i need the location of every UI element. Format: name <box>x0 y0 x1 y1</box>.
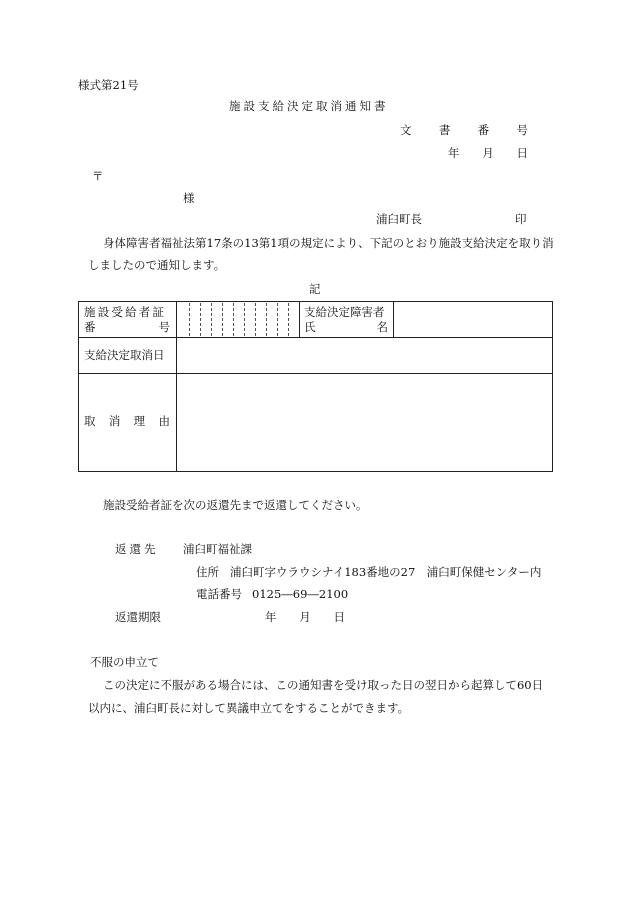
phone-value: 0125―69―2100 <box>252 587 349 601</box>
body-text-line1: 身体障害者福祉法第17条の13第1項の規定により、下記のとおり施設支給決定を取り消 <box>103 236 554 250</box>
appeal-text-line2: 以内に、浦臼町長に対して異議申立てをすることができます。 <box>88 701 410 715</box>
cancel-date-label: 支給決定取消日 <box>84 348 165 362</box>
recipient-name-label-2: 氏 名 <box>304 320 388 334</box>
phone-label: 電話番号 <box>196 587 242 601</box>
document-title: 施設支給決定取消通知書 <box>229 99 389 113</box>
seal-mark: 印 <box>515 212 527 226</box>
return-deadline-label: 返還期限 <box>115 610 161 624</box>
return-to-value: 浦臼町福祉課 <box>183 542 252 556</box>
body-text-line2: しましたので通知します。 <box>88 258 226 272</box>
issuer-name: 浦臼町長 <box>376 212 422 226</box>
cancel-reason-label: 取 消 理 由 <box>84 414 170 428</box>
document-number-label: 文 書 番 号 <box>400 123 528 137</box>
postal-mark: 〒 <box>92 169 104 183</box>
return-to-label: 返還先 <box>115 542 159 556</box>
cert-number-label: 施設受給者証 <box>84 305 167 319</box>
return-deadline-date: 年 月 日 <box>265 610 345 624</box>
cert-number-label-2: 番 号 <box>84 320 170 334</box>
appeal-text-line1: この決定に不服がある場合には、この通知書を受け取った日の翌日から起算して60日 <box>103 678 544 692</box>
ki-heading: 記 <box>309 282 321 296</box>
appeal-heading: 不服の申立て <box>90 655 159 669</box>
address-value: 浦臼町字ウラウシナイ183番地の27 浦臼町保健センター内 <box>230 565 542 579</box>
address-label: 住所 <box>196 565 219 579</box>
addressee-suffix: 様 <box>183 191 195 205</box>
issue-date-label: 年 月 日 <box>448 146 528 160</box>
form-number: 様式第21号 <box>78 78 139 92</box>
recipient-name-label: 支給決定障害者 <box>304 305 385 319</box>
return-instruction: 施設受給者証を次の返還先まで返還してください。 <box>103 498 368 512</box>
